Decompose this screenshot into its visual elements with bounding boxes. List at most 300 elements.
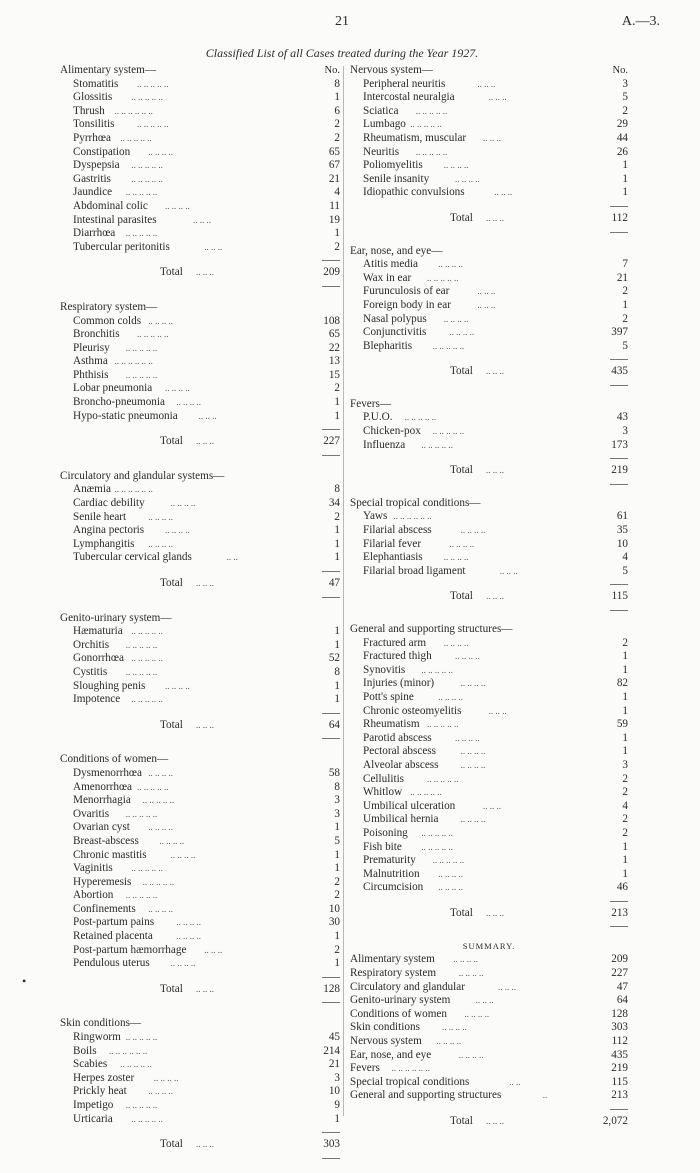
case-row	[350, 664, 628, 678]
case-label: Lumbago	[363, 118, 406, 131]
section-gap	[60, 1008, 340, 1017]
case-count: 209	[611, 953, 628, 966]
dot-leader: .. .. .. ..	[165, 525, 190, 536]
dot-leader: .. .. ..	[483, 800, 501, 811]
case-row	[350, 551, 628, 565]
total-rule	[60, 971, 340, 983]
case-row	[60, 1045, 340, 1059]
section-title: Circulatory and glandular systems—	[60, 469, 225, 482]
case-row	[350, 841, 628, 855]
dot-leader: .. .. ..	[477, 78, 496, 89]
case-row	[60, 483, 340, 497]
case-label: Amenorrhœa	[73, 780, 133, 793]
dot-leader: .. .. .. .. ..	[125, 639, 158, 650]
total-value: 2,072	[602, 1115, 628, 1127]
case-row	[60, 835, 340, 849]
case-row	[60, 315, 340, 329]
case-count: 10	[328, 1085, 340, 1098]
section-title: Fevers—	[350, 397, 392, 410]
case-row	[350, 425, 628, 439]
case-count: 15	[328, 368, 340, 381]
table-title: Classified List of all Cases treated during the Year 1927.	[205, 46, 479, 60]
dot-leader: .. .. .. ..	[438, 868, 463, 879]
case-count: 5	[622, 91, 628, 104]
case-label: Yaws	[363, 510, 388, 523]
case-label: Poliomyelitis	[363, 159, 423, 172]
total-label: Total	[450, 211, 473, 224]
dot-leader: .. .. .. .. .. ..	[109, 1045, 148, 1056]
case-label: Vaginitis	[73, 862, 113, 875]
case-count: 21	[328, 1058, 340, 1071]
dot-leader: .. .. .. ..	[443, 637, 469, 648]
case-row	[60, 511, 340, 525]
case-label: Gastritis	[73, 172, 111, 185]
case-label: Alveolar abscess	[363, 758, 439, 771]
case-label: Filarial broad ligament	[363, 564, 466, 577]
case-count: 46	[616, 881, 628, 894]
dot-leader: .. .. ..	[486, 1116, 504, 1126]
case-count: 227	[611, 967, 628, 980]
summary-row	[350, 1008, 628, 1022]
case-row	[60, 876, 340, 890]
case-count: 1	[622, 731, 628, 744]
dot-leader: .. .. .. .. ..	[137, 78, 169, 89]
dot-leader: .. .. .. ..	[148, 315, 173, 326]
case-count: 3	[334, 1071, 340, 1084]
case-label: Retained placenta	[73, 930, 153, 943]
dot-leader: .. .. .. ..	[148, 767, 173, 778]
case-row	[60, 497, 340, 511]
case-row	[350, 718, 628, 732]
case-count: 10	[616, 537, 628, 550]
case-count: 397	[611, 326, 628, 339]
total-rule	[350, 452, 628, 464]
case-row	[60, 410, 340, 424]
case-label: Senile heart	[73, 510, 127, 523]
total-rule	[350, 478, 628, 490]
total-rule	[350, 604, 628, 616]
case-row	[350, 881, 628, 895]
case-row	[350, 759, 628, 773]
total-value: 227	[323, 435, 340, 448]
dot-leader: .. .. .. ..	[159, 835, 185, 846]
total-rule	[350, 200, 628, 212]
case-count: 10	[328, 902, 340, 915]
section-heading	[60, 612, 340, 626]
case-count: 2	[334, 240, 340, 253]
case-count: 2	[334, 889, 340, 902]
section-heading	[60, 64, 340, 78]
case-label: Abdominal colic	[73, 199, 148, 212]
case-label: Herpes zoster	[73, 1071, 135, 1084]
dot-leader: .. .. .. .. ..	[137, 329, 169, 340]
section-gap	[350, 932, 628, 939]
total-row	[60, 1138, 340, 1152]
section-title: Skin conditions—	[60, 1017, 142, 1030]
case-row	[350, 868, 628, 882]
case-row	[60, 889, 340, 903]
dot-leader: .. .. .. ..	[170, 498, 196, 509]
case-label: Gonorrhœa	[73, 652, 124, 665]
total-row	[350, 907, 628, 921]
case-count: 1	[622, 704, 628, 717]
case-row	[60, 652, 340, 666]
total-rule	[60, 254, 340, 266]
case-label: Diarrhœa	[73, 227, 116, 240]
section-skin-conditions	[60, 1017, 340, 1172]
case-label: Lymphangitis	[73, 537, 135, 550]
case-label: Orchitis	[73, 638, 110, 651]
total-rule	[60, 1152, 340, 1164]
section-general-and-supporting-structures	[350, 623, 628, 939]
case-label: Neuritis	[363, 145, 400, 158]
case-row	[60, 78, 340, 92]
case-label: Chicken-pox	[363, 425, 421, 438]
case-row	[60, 1072, 340, 1086]
dot-leader: .. .. .. ..	[455, 651, 480, 662]
section-title: Nervous system—	[350, 64, 433, 76]
case-count: 21	[328, 172, 340, 185]
case-label: Atitis media	[363, 258, 418, 271]
dot-leader: .. .. .. ..	[148, 1086, 173, 1097]
case-row	[60, 767, 340, 781]
section-gap	[60, 1164, 340, 1173]
total-row	[350, 464, 628, 478]
dot-leader: .. .. .. ..	[176, 397, 201, 408]
right-column	[350, 64, 628, 1129]
total-value: 47	[328, 577, 340, 589]
case-row	[350, 439, 628, 453]
total-label: Total	[160, 266, 183, 279]
case-count: 2	[622, 104, 628, 117]
case-label: Lobar pneumonia	[73, 382, 153, 395]
dot-leader: .. .. .. .. ..	[125, 1032, 158, 1043]
total-rule	[60, 449, 340, 461]
total-label: Total	[450, 365, 473, 378]
case-label: Genito-urinary system	[350, 994, 451, 1007]
dot-leader: .. .. .. ..	[460, 525, 486, 536]
case-count: 1	[622, 854, 628, 867]
total-rule	[350, 226, 628, 238]
case-label: Injuries (minor)	[363, 677, 435, 690]
dot-leader: .. .. .. ..	[455, 732, 480, 743]
case-row	[60, 369, 340, 383]
dot-leader: .. .. .. ..	[464, 1008, 490, 1019]
case-count: 2	[622, 813, 628, 826]
case-label: Filarial fever	[363, 537, 422, 550]
case-count: 11	[329, 199, 340, 212]
case-row	[350, 105, 628, 119]
case-count: 1	[334, 625, 340, 638]
case-label: Broncho-pneumonia	[73, 396, 165, 409]
case-count: 43	[616, 411, 628, 424]
dot-leader: .. .. .. .. ..	[125, 808, 158, 819]
summary-row	[350, 994, 628, 1008]
total-row	[60, 983, 340, 997]
case-count: 5	[622, 564, 628, 577]
dot-leader: .. .. .. .. ..	[427, 272, 459, 283]
case-count: 1	[334, 638, 340, 651]
total-value: 435	[611, 365, 628, 378]
section-gap	[350, 616, 628, 623]
dot-leader: .. .. ..	[488, 92, 507, 103]
case-label: Pleurisy	[73, 341, 110, 354]
dot-leader: .. .. ..	[196, 1139, 214, 1150]
case-count: 1	[622, 690, 628, 703]
case-label: Stomatitis	[73, 77, 119, 90]
case-count: 47	[616, 980, 628, 993]
case-row	[350, 510, 628, 524]
case-row	[60, 382, 340, 396]
case-count: 2	[622, 636, 628, 649]
case-label: Poisoning	[363, 826, 408, 839]
case-count: 35	[616, 524, 628, 537]
case-label: Prematurity	[363, 854, 416, 867]
case-label: Ringworm	[73, 1031, 121, 1044]
case-row	[60, 957, 340, 971]
dot-leader: .. .. .. ..	[148, 903, 173, 914]
case-count: 1	[622, 867, 628, 880]
dot-leader: .. .. ..	[477, 299, 496, 310]
case-row	[350, 272, 628, 286]
total-row	[60, 435, 340, 449]
case-count: 435	[611, 1048, 628, 1061]
dot-leader: .. .. .. ..	[165, 200, 190, 211]
case-row	[60, 105, 340, 119]
case-count: 2	[622, 285, 628, 298]
case-row	[350, 732, 628, 746]
case-count: 8	[334, 780, 340, 793]
case-label: Pectoral abscess	[363, 745, 437, 758]
dot-leader: .. .. ..	[196, 719, 214, 730]
case-row	[60, 1031, 340, 1045]
case-row	[60, 186, 340, 200]
dot-leader: .. .. .. .. ..	[131, 173, 163, 184]
case-row	[350, 118, 628, 132]
case-count: 2	[334, 875, 340, 888]
case-label: Malnutrition	[363, 867, 420, 880]
case-label: Special tropical conditions	[350, 1075, 470, 1088]
case-count: 67	[328, 159, 340, 172]
summary-row	[350, 1089, 628, 1103]
dot-leader: .. .. .. .. ..	[415, 105, 448, 116]
summary-row	[350, 1062, 628, 1076]
section-fevers	[350, 398, 628, 497]
total-label: Total	[450, 906, 473, 919]
case-count: 21	[616, 271, 628, 284]
summary-row	[350, 1021, 628, 1035]
case-row	[350, 538, 628, 552]
dot-leader: .. .. ..	[196, 436, 214, 447]
number-column-header: No.	[324, 65, 340, 76]
case-count: 2	[334, 118, 340, 131]
case-label: Asthma	[73, 355, 108, 368]
case-label: Post-partum pains	[73, 916, 155, 929]
summary-row	[350, 1049, 628, 1063]
case-row	[350, 285, 628, 299]
case-count: 3	[622, 758, 628, 771]
case-label: Rheumatism, muscular	[363, 131, 467, 144]
case-label: Pendulous uterus	[73, 957, 150, 970]
case-row	[60, 214, 340, 228]
case-count: 13	[328, 355, 340, 368]
total-rule	[350, 1103, 628, 1115]
dot-leader: .. .. ..	[486, 907, 504, 918]
total-rule	[350, 379, 628, 391]
section-gap	[60, 603, 340, 612]
dot-leader: .. .. .. ..	[460, 678, 486, 689]
total-rule	[60, 280, 340, 292]
dot-leader: .. .. .. .. ..	[131, 863, 163, 874]
total-rule	[60, 591, 340, 603]
dot-leader: .. .. .. .. ..	[131, 626, 163, 637]
case-row	[60, 132, 340, 146]
case-count: 65	[328, 328, 340, 341]
case-count: 8	[334, 77, 340, 90]
total-row	[60, 266, 340, 280]
dot-leader: .. .. ..	[198, 410, 217, 421]
case-count: 1	[622, 186, 628, 199]
section-title: Ear, nose, and eye—	[350, 244, 443, 257]
case-label: Menorrhagia	[73, 794, 131, 807]
case-count: 214	[323, 1044, 340, 1057]
section-genito-urinary-system	[60, 612, 340, 754]
case-count: 61	[616, 510, 628, 523]
dot-leader: .. .. .. .. ..	[410, 119, 442, 130]
margin-mark: •	[22, 974, 27, 988]
case-row	[350, 159, 628, 173]
dot-leader: .. .. .. .. ..	[137, 781, 169, 792]
case-label: Parotid abscess	[363, 731, 432, 744]
case-count: 45	[328, 1031, 340, 1044]
dot-leader: .. .. .. ..	[449, 327, 475, 338]
case-count: 2	[622, 312, 628, 325]
case-label: Skin conditions	[350, 1021, 420, 1034]
case-row	[60, 241, 340, 255]
case-label: Synovitis	[363, 663, 406, 676]
dot-leader: .. .. .. ..	[165, 383, 190, 394]
case-count: 1	[334, 227, 340, 240]
dot-leader: .. .. .. .. ..	[131, 1113, 163, 1124]
case-label: Impotence	[73, 693, 121, 706]
case-row	[350, 132, 628, 146]
case-count: 1	[334, 537, 340, 550]
dot-leader: .. .. ..	[196, 267, 214, 278]
case-count: 108	[323, 314, 340, 327]
case-count: 2	[334, 131, 340, 144]
case-count: 2	[622, 772, 628, 785]
summary-heading: SUMMARY.	[462, 941, 516, 952]
case-row	[350, 78, 628, 92]
case-count: 8	[334, 483, 340, 496]
dot-leader: .. .. .. .. ..	[404, 412, 437, 423]
case-label: Urticaria	[73, 1112, 113, 1125]
case-count: 2	[334, 382, 340, 395]
section-heading	[350, 245, 628, 259]
case-label: Ear, nose, and eye	[350, 1048, 432, 1061]
case-count: 3	[622, 77, 628, 90]
case-row	[350, 565, 628, 579]
document-reference: A.—3.	[621, 14, 660, 29]
case-count: 1	[622, 745, 628, 758]
total-label: Total	[450, 1115, 473, 1127]
dot-leader: .. .. ..	[486, 591, 504, 602]
dot-leader: .. .. .. ..	[148, 511, 173, 522]
case-row	[350, 258, 628, 272]
case-count: 2	[334, 943, 340, 956]
case-row	[60, 538, 340, 552]
case-count: 4	[622, 551, 628, 564]
case-label: Fractured thigh	[363, 650, 432, 663]
case-label: Hypo-static pneumonia	[73, 409, 178, 422]
case-row	[60, 227, 340, 241]
case-count: 3	[334, 807, 340, 820]
case-count: 82	[616, 677, 628, 690]
dot-leader: .. .. .. .. ..	[125, 187, 158, 198]
dot-leader: .. .. .. ..	[170, 958, 196, 969]
case-row	[350, 677, 628, 691]
section-heading	[60, 753, 340, 767]
total-rule	[60, 732, 340, 744]
case-row	[60, 639, 340, 653]
case-row	[60, 355, 340, 369]
case-label: Tubercular peritonitis	[73, 240, 170, 253]
total-rule	[350, 920, 628, 932]
case-label: Furunculosis of ear	[363, 285, 450, 298]
case-label: Circumcision	[363, 881, 424, 894]
dot-leader: .. .. .. .. .. ..	[391, 1063, 430, 1074]
dot-leader: .. .. ..	[486, 366, 504, 377]
case-row	[60, 524, 340, 538]
total-row	[60, 577, 340, 591]
case-count: 115	[611, 1075, 628, 1088]
case-label: Bronchitis	[73, 328, 120, 341]
case-count: 1	[622, 172, 628, 185]
case-count: 1	[334, 930, 340, 943]
dot-leader: .. .. .. .. ..	[427, 719, 459, 730]
case-count: 65	[328, 145, 340, 158]
case-label: Impetigo	[73, 1099, 114, 1111]
case-label: General and supporting structures	[350, 1089, 502, 1102]
dot-leader: .. .. .. .. ..	[131, 694, 163, 705]
section-title: Special tropical conditions—	[350, 496, 481, 509]
case-label: Nasal polypus	[363, 312, 427, 325]
case-label: Dyspepsia	[73, 159, 120, 172]
case-row	[60, 200, 340, 214]
dot-leader: .. .. ..	[488, 705, 507, 716]
case-count: 3	[622, 425, 628, 438]
total-value: 213	[611, 906, 628, 919]
case-label: Abortion	[73, 889, 114, 902]
dot-leader: .. .. .. .. .. ..	[114, 484, 153, 495]
dot-leader: .. .. .. ..	[458, 1049, 484, 1060]
dot-leader: .. .. .. .. .. ..	[114, 105, 153, 116]
case-label: Confinements	[73, 902, 136, 915]
case-count: 2	[622, 826, 628, 839]
case-row	[350, 313, 628, 327]
dot-leader: .. ..	[509, 1076, 521, 1087]
dot-leader: .. .. .. .. .. ..	[114, 356, 153, 367]
case-row	[350, 299, 628, 313]
case-row	[350, 340, 628, 354]
case-label: Boils	[73, 1044, 97, 1057]
case-count: 52	[328, 652, 340, 665]
dot-leader: .. .. .. ..	[170, 849, 196, 860]
total-value: 112	[611, 211, 628, 224]
case-count: 6	[334, 104, 340, 117]
case-count: 213	[611, 1089, 628, 1102]
case-count: 1	[334, 396, 340, 409]
